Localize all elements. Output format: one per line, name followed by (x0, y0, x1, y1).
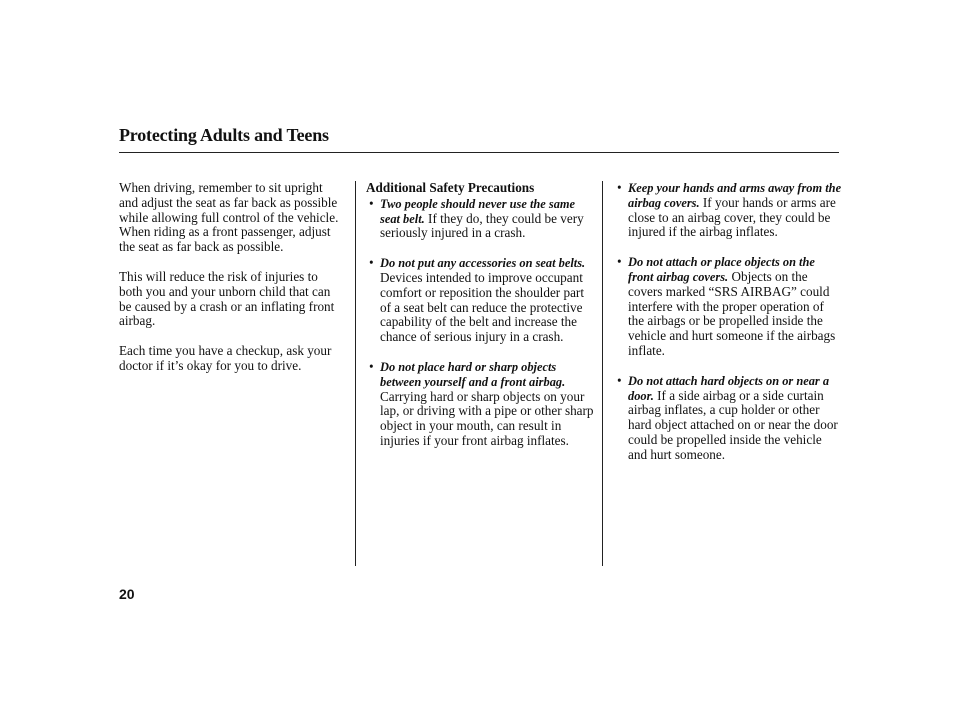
column-3 (614, 181, 842, 478)
item-lead: Two people should never use the same seat belt. (380, 196, 576, 226)
bullet-icon: • (369, 195, 374, 211)
list-item (614, 374, 842, 463)
list-item (366, 256, 596, 345)
section-heading: Additional Safety Precautions (366, 180, 535, 195)
list-item (614, 255, 842, 359)
paragraph: This will reduce the risk of injuries to both you and your unborn child that can be caused by a crash or an inflating front airbag. (119, 268, 335, 329)
item-text: If they do, they could be very seriously injured in a crash. (380, 210, 584, 241)
page-title: Protecting Adults and Teens (119, 125, 329, 145)
bullet-icon: • (617, 254, 622, 270)
bullet-icon: • (369, 358, 374, 374)
bullet-icon: • (617, 180, 622, 195)
item-text: Devices intended to improve occupant comfort or reposition the shoulder part of a seat belt can reduce the protective capability of the belt and increase the chance of serious injury in a crash. (380, 269, 584, 345)
list-item (614, 181, 842, 240)
item-lead: Do not attach hard objects on or near a door. (628, 373, 830, 403)
item-text: If a side airbag or a side curtain airbag inflates, a cup holder or other hard object attached on or near the door could be propelled inside the vehicle and hurt someone. (628, 387, 838, 462)
title-divider (119, 152, 839, 153)
column-2 (366, 181, 596, 464)
column-1 (119, 181, 341, 389)
bullet-icon: • (617, 372, 622, 388)
column-divider (355, 181, 356, 566)
item-lead: Do not attach or place objects on the front airbag covers. (628, 255, 815, 284)
list-item (366, 197, 596, 241)
precautions-list (366, 197, 596, 449)
column-divider (602, 181, 603, 566)
item-text: If your hands or arms are close to an airbag cover, they could be injured if the airbag inflates. (628, 194, 836, 240)
bullet-icon: • (369, 255, 374, 271)
item-text: Carrying hard or sharp objects on your lap, or driving with a pipe or other sharp object in your mouth, can result in injuries if your front airbag inflates. (380, 388, 594, 448)
precautions-list (614, 181, 842, 463)
page-number: 20 (119, 586, 135, 602)
paragraph: Each time you have a checkup, ask your doctor if it’s okay for you to drive. (119, 343, 332, 373)
paragraph: When driving, remember to sit upright and adjust the seat as far back as possible while allowing full control of the vehicle. When riding as a front passenger, adjust the seat as far back as possible. (119, 180, 339, 255)
item-lead: Do not place hard or sharp objects between yourself and a front airbag. (380, 359, 566, 389)
item-lead: Keep your hands and arms away from the airbag covers. (628, 181, 842, 210)
item-lead: Do not put any accessories on seat belts. (380, 256, 586, 271)
item-text: Objects on the covers marked “SRS AIRBAG” could interfere with the proper operation of the airbags or be propelled inside the vehicle and hurt someone if the airbags inflate. (628, 268, 836, 358)
list-item (366, 360, 596, 449)
